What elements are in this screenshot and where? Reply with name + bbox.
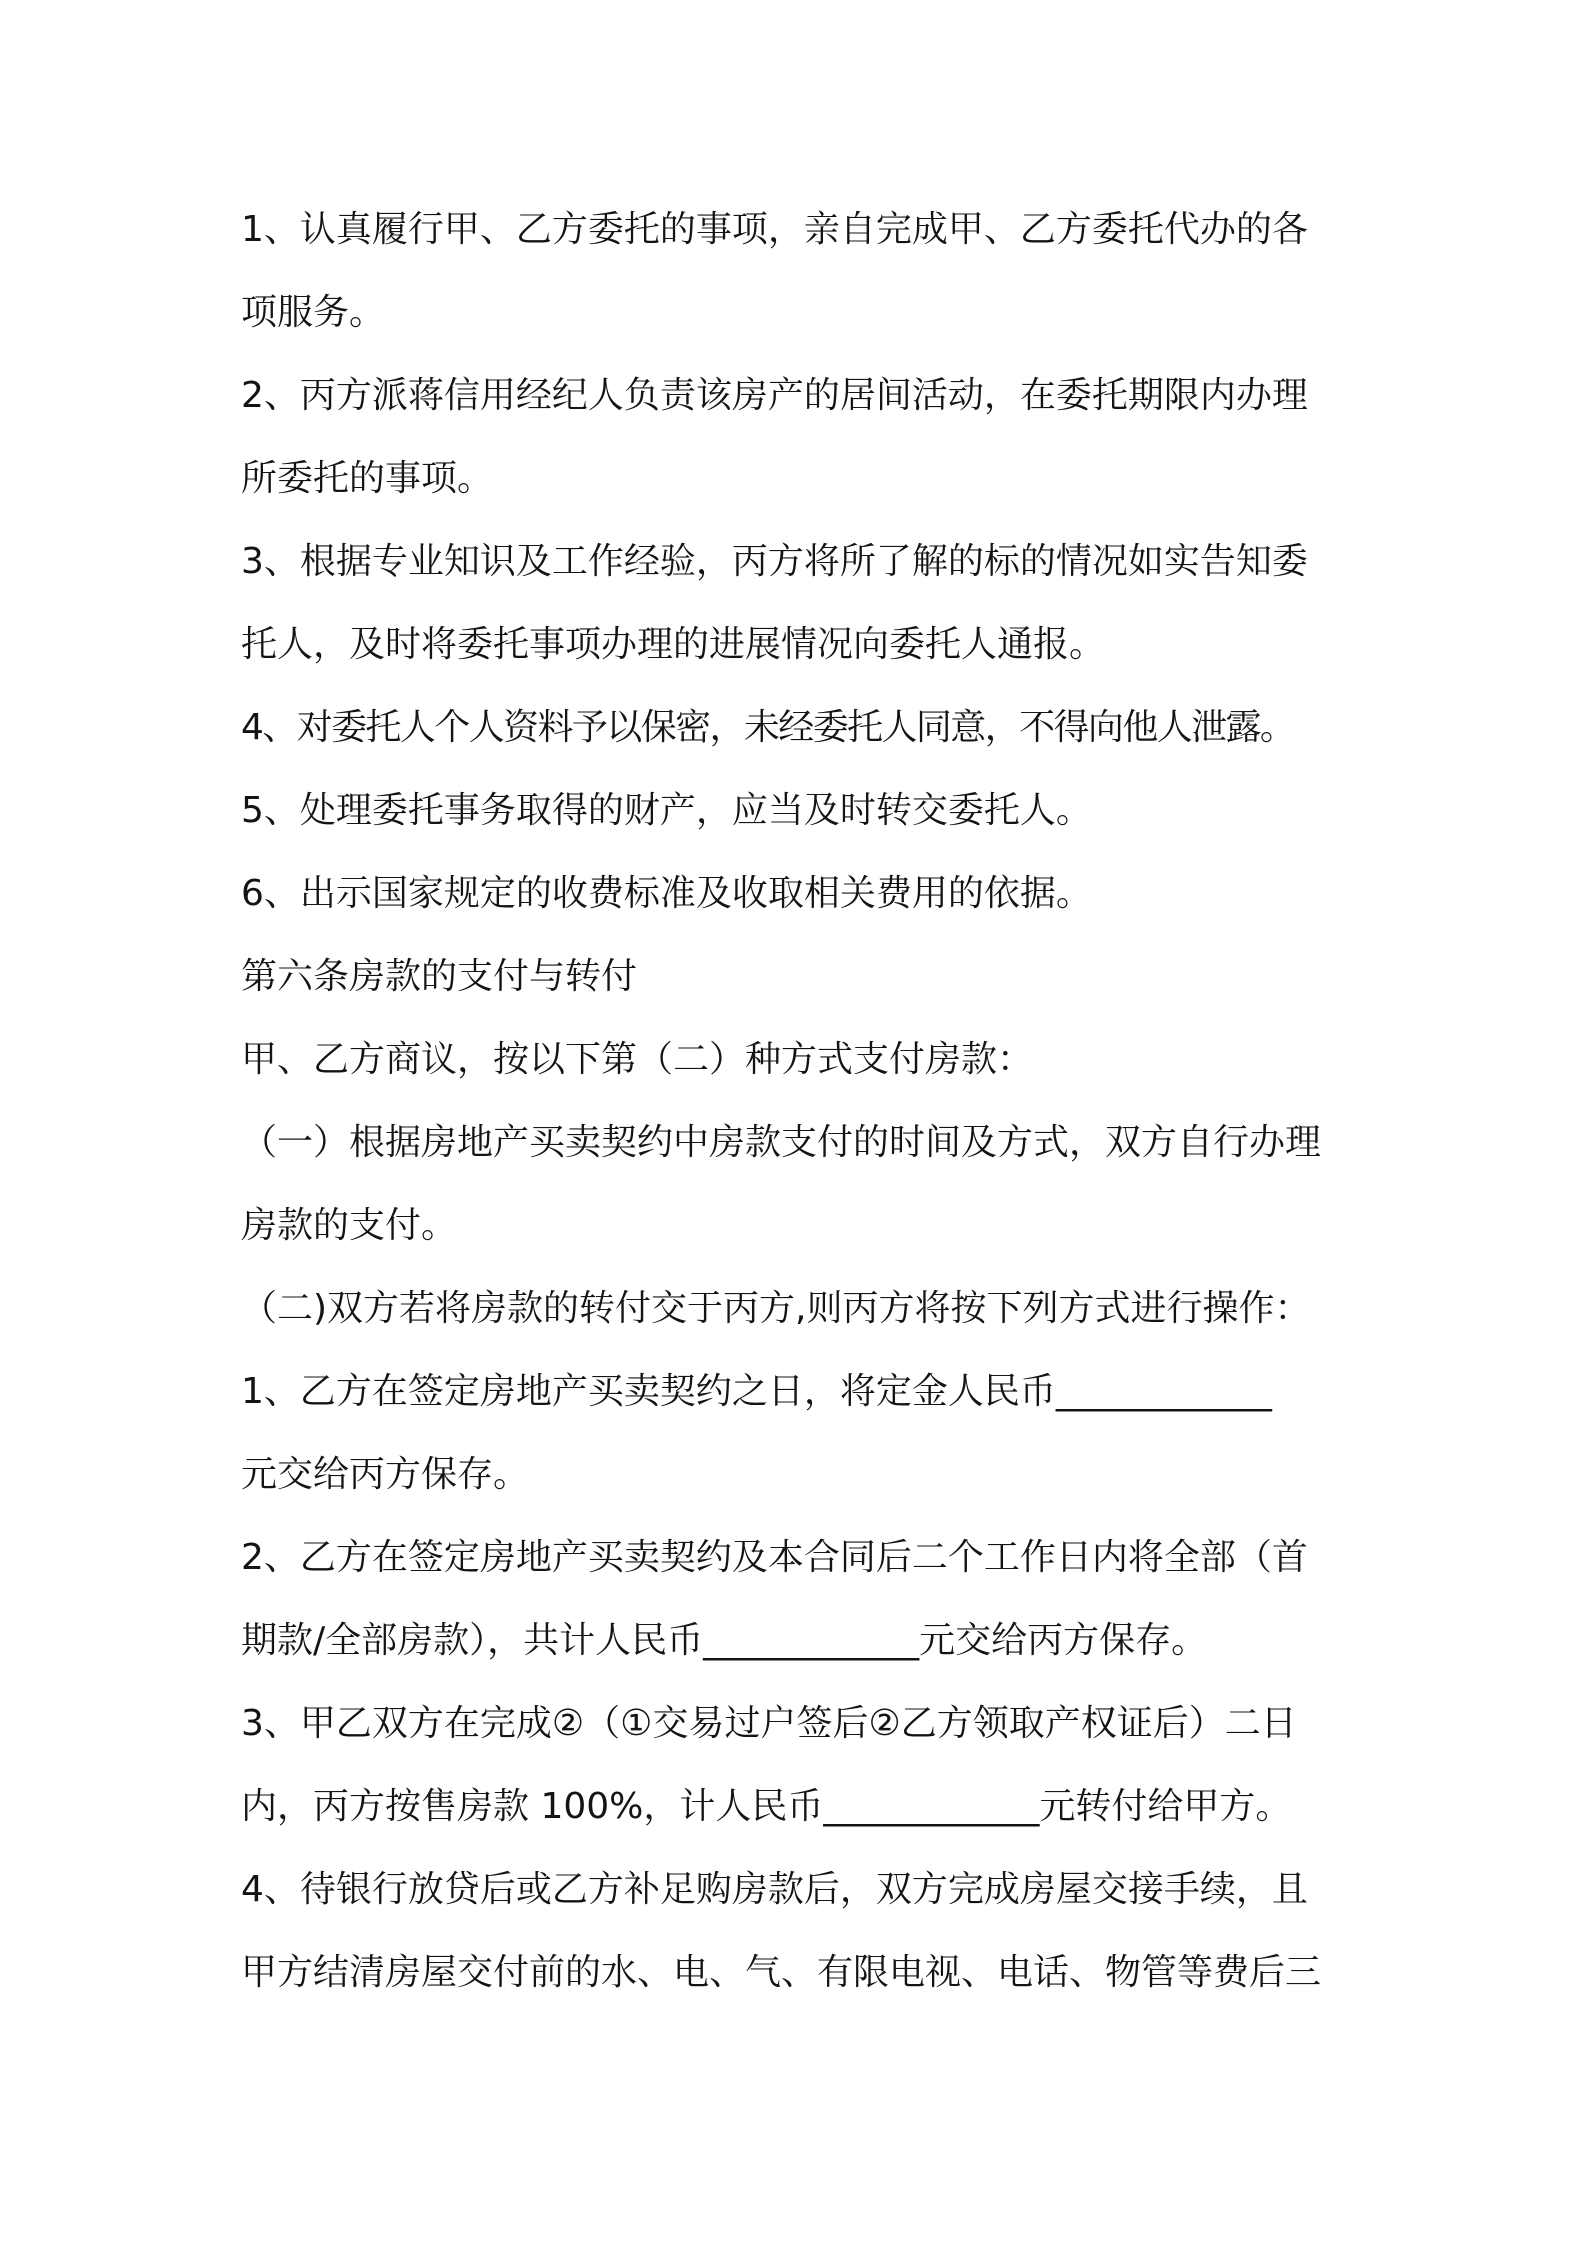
text-line: 项服务。 [241, 292, 386, 333]
text-line: 所委托的事项。 [241, 458, 494, 499]
text-line: 4、对委托人个人资料予以保密，未经委托人同意，不得向他人泄露。 [241, 707, 1295, 748]
text-line: 1、认真履行甲、乙方委托的事项，亲自完成甲、乙方委托代办的各 [241, 209, 1308, 250]
text-line: 3、甲乙双方在完成②（①交易过户签后②乙方领取产权证后）二日 [241, 1703, 1297, 1744]
text-line: 6、出示国家规定的收费标准及收取相关费用的依据。 [241, 873, 1092, 914]
text-line: 5、处理委托事务取得的财产，应当及时转交委托人。 [241, 790, 1092, 831]
text-line: （一）根据房地产买卖契约中房款支付的时间及方式，双方自行办理 [241, 1122, 1322, 1163]
text-line: 甲方结清房屋交付前的水、电、气、有限电视、电话、物管等费后三 [241, 1952, 1322, 1993]
text-line: 2、乙方在签定房地产买卖契约及本合同后二个工作日内将全部（首 [241, 1537, 1308, 1578]
text-line: 甲、乙方商议，按以下第（二）种方式支付房款： [241, 1039, 1034, 1080]
text-line: 4、待银行放贷后或乙方补足购房款后，双方完成房屋交接手续，且 [241, 1869, 1308, 1910]
text-line: 2、丙方派蒋信用经纪人负责该房产的居间活动，在委托期限内办理 [241, 375, 1308, 416]
text-line: 3、根据专业知识及工作经验，丙方将所了解的标的情况如实告知委 [241, 541, 1308, 582]
text-line: 元交给丙方保存。 [241, 1454, 530, 1495]
text-line: 托人，及时将委托事项办理的进展情况向委托人通报。 [241, 624, 1106, 665]
text-line: 内，丙方按售房款 100%，计人民币____________元转付给甲方。 [241, 1786, 1292, 1827]
text-line: 期款/全部房款），共计人民币____________元交给丙方保存。 [241, 1620, 1208, 1661]
text-line: （二)双方若将房款的转付交于丙方,则丙方将按下列方式进行操作： [241, 1288, 1311, 1329]
text-line: 房款的支付。 [241, 1205, 458, 1246]
section-heading: 第六条房款的支付与转付 [241, 956, 638, 997]
text-line: 1、乙方在签定房地产买卖契约之日，将定金人民币____________ [241, 1371, 1272, 1412]
